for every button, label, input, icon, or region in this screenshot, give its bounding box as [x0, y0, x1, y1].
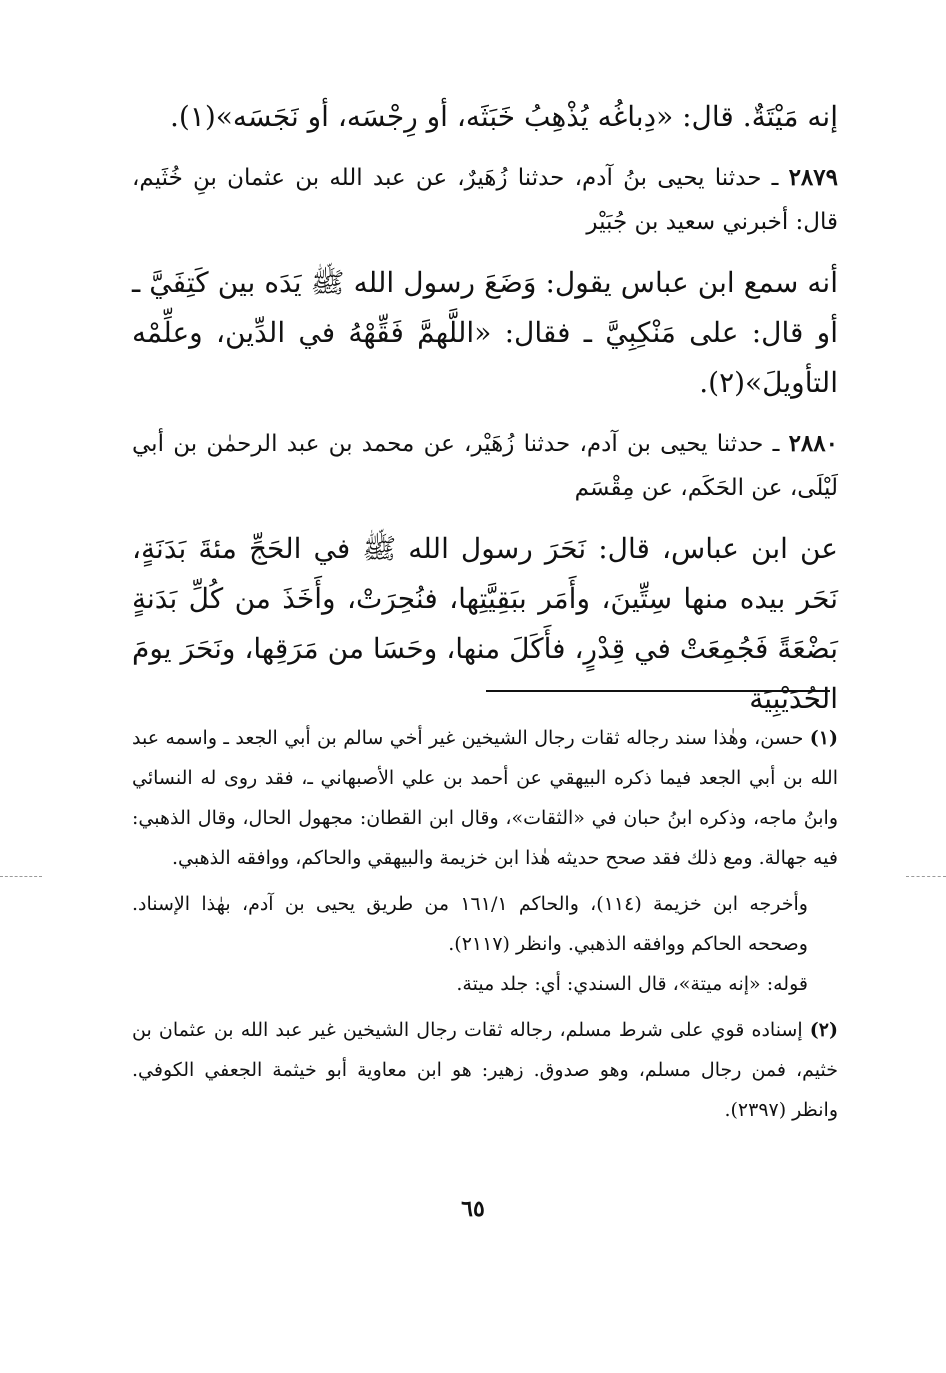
hadith-2879-matn: أنه سمع ابن عباس يقول: وَضَعَ رسول الله ﷺ يَدَه بين كَتِفَيَّ ـ أو قال: على مَنْكِبِيَّ ـ فقال: «اللَّهمَّ فَقِّهْهُ في الدِّين، وعلِّمْه التأويلَ»(٢). — [132, 266, 838, 399]
footnote-text: إسناده قوي على شرط مسلم، رجاله ثقات رجال الشيخين غير عبد الله بن عثمان بن خثيم، فمن رجال مسلم، وهو صدوق. زهير: هو ابن معاوية أبو خيثمة الجعفي الكوفي. وانظر (٢٣٩٧). — [132, 1019, 838, 1121]
footnote-2 — [132, 1010, 838, 1130]
footnote-divider — [486, 690, 830, 692]
page-number: ٦٥ — [461, 1196, 485, 1222]
isnad-text: ـ حدثنا يحيى بن آدم، حدثنا زُهَيْر، عن محمد بن عبد الرحمٰن بن أبي لَيْلَى، عن الحَكَم، عن مِقْسَم — [132, 431, 838, 501]
hadith-2880-matn: عن ابن عباس، قال: نَحَرَ رسول الله ﷺ في الحَجِّ مئةَ بَدَنَةٍ، نَحَر بيده منها سِتِّينَ، وأَمَر ببَقِيَّتِها، فنُحِرَتْ، وأَخَذَ من كُلِّ بَدَنةٍ بَضْعَةً فَجُمِعَتْ في قِدْرٍ، فأَكَلَ منها، وحَسَا من مَرَقِها، ونَحَرَ يومَ الحُدَيْبِيَة — [132, 532, 838, 715]
hadith-number: ٢٨٧٩ — [788, 164, 838, 191]
hadith-2879-isnad — [132, 156, 838, 244]
footnotes — [132, 718, 838, 1130]
hadith-2880-isnad — [132, 422, 838, 510]
hadith-number: ٢٨٨٠ — [788, 430, 838, 457]
footnote-number: (٢) — [809, 1019, 838, 1041]
footnote-1 — [132, 718, 838, 878]
paragraph-continuation: إنه مَيْتَةٌ. قال: «دِباغُه يُذْهِبُ خَبَثَه، أو رِجْسَه، أو نَجَسَه»(١). — [169, 100, 838, 133]
isnad-text: ـ حدثنا يحيى بنُ آدم، حدثنا زُهَيرٌ، عن عبد الله بن عثمان بنِ خُثَيم، قال: أخبرني سعيد بن جُبَيْر — [132, 165, 838, 235]
footnote-number: (١) — [809, 727, 838, 749]
main-text — [132, 92, 838, 724]
scan-margin-mark — [0, 876, 42, 877]
footnote-1-note: قوله: «إنه ميتة»، قال السندي: أي: جلد ميتة. — [456, 973, 808, 995]
scan-margin-mark — [906, 876, 946, 877]
footnote-text: حسن، وهٰذا سند رجاله ثقات رجال الشيخين غير أخي سالم بن أبي الجعد ـ واسمه عبد الله بن أبي الجعد فيما ذكره البيهقي عن أحمد بن علي الأصبهاني ـ، فقد روى له النسائي وابنُ ماجه، وذكره ابنُ حبان في «الثقات»، وقال ابن القطان: مجهول الحال، وقال الذهبي: فيه جهالة. ومع ذلك فقد صحح حديثه هٰذا ابن خزيمة والبيهقي والحاكم، ووافقه الذهبي. — [132, 727, 838, 869]
footnote-1-continued: وأخرجه ابن خزيمة (١١٤)، والحاكم ١٦١/١ من طريق يحيى بن آدم، بهٰذا الإسناد. وصححه الحاكم ووافقه الذهبي. وانظر (٢١١٧). — [132, 893, 808, 955]
